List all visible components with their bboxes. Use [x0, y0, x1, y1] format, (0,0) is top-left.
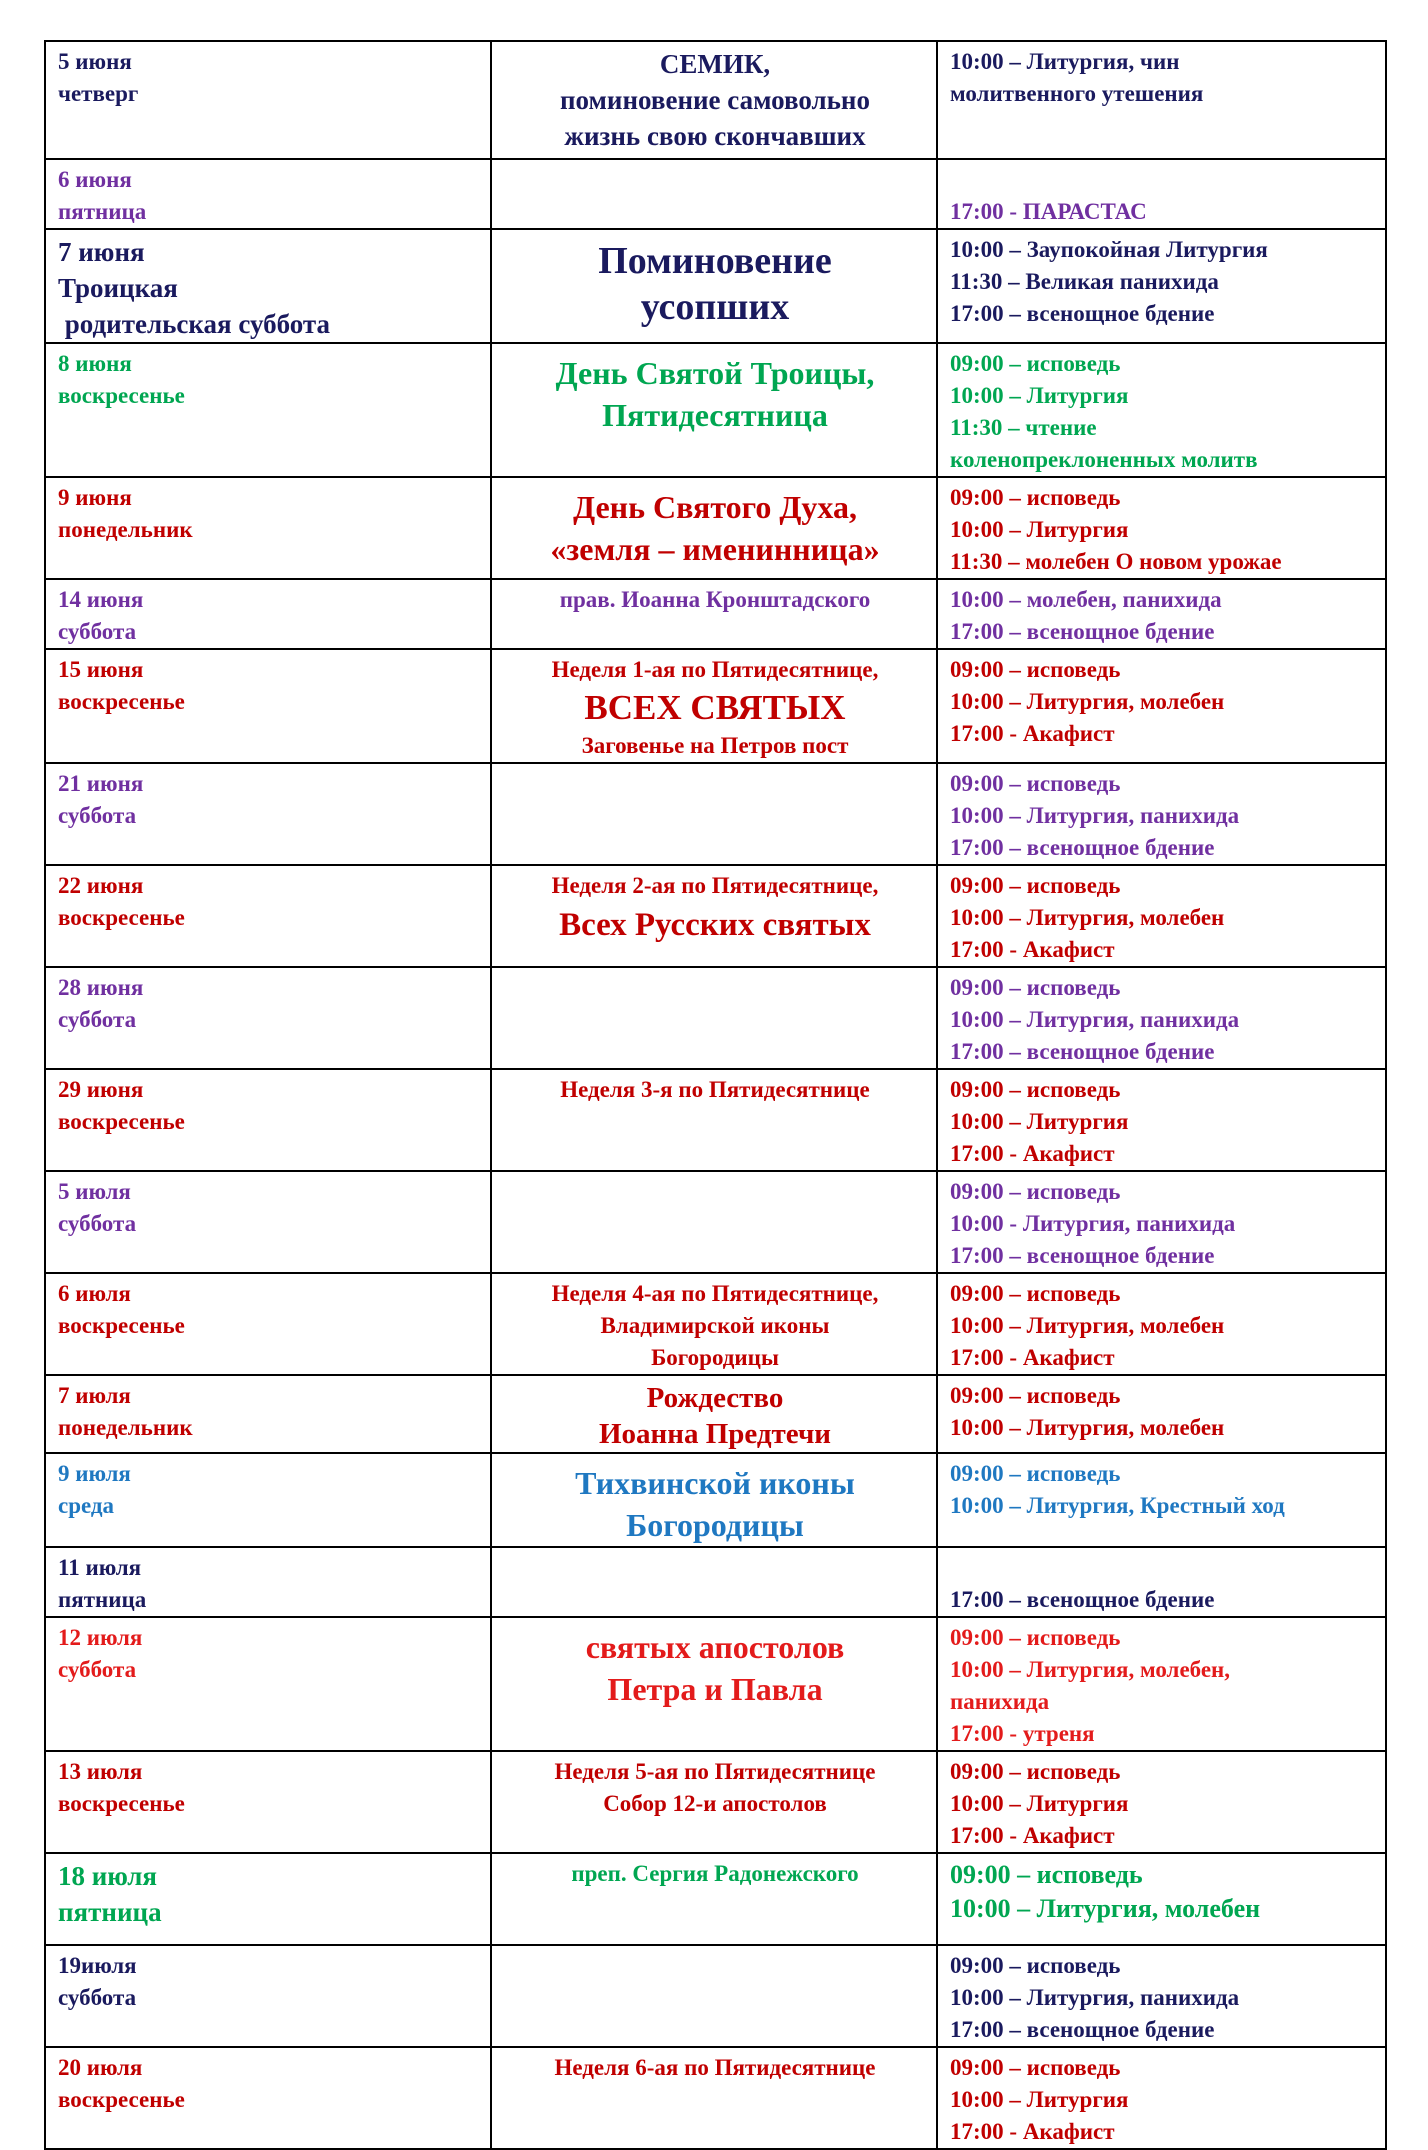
- services-cell: [937, 1617, 1386, 1751]
- service-time-entry: 09:00 – исповедь: [950, 1759, 1121, 1784]
- service-time-entry: 09:00 – исповедь: [950, 2055, 1121, 2080]
- feast-title-line: Неделя 3-я по Пятидесятнице: [560, 1077, 870, 1102]
- feast-title-line: святых апостолов: [585, 1629, 845, 1665]
- service-time-entry: 10:00 – Литургия: [950, 1109, 1129, 1134]
- feast-cell: [491, 865, 937, 967]
- feast-title-line: Поминовение: [598, 240, 832, 282]
- services-cell: [937, 1547, 1386, 1617]
- date-cell: [45, 763, 491, 865]
- feast-title-line: СЕМИК,: [659, 49, 771, 79]
- date-label: 15 июня: [58, 657, 144, 682]
- service-time-entry: 10:00 – Литургия, чин: [950, 49, 1180, 74]
- feast-cell: [491, 1945, 937, 2047]
- weekday-label: воскресенье: [58, 383, 185, 408]
- schedule-row: [45, 1945, 1386, 2047]
- service-time-entry: 17:00 - Акафист: [950, 937, 1115, 962]
- service-time-entry: молитвенного утешения: [950, 81, 1204, 106]
- date-label: 7 июня: [58, 237, 145, 267]
- feast-cell: [491, 229, 937, 343]
- feast-cell: [491, 159, 937, 229]
- schedule-row: [45, 1547, 1386, 1617]
- schedule-row: [45, 1069, 1386, 1171]
- weekday-label: пятница: [58, 1897, 162, 1927]
- feast-title-line: усопших: [640, 286, 790, 328]
- feast-cell: [491, 343, 937, 477]
- feast-cell: [491, 763, 937, 865]
- feast-cell: [491, 967, 937, 1069]
- date-cell: [45, 1751, 491, 1853]
- schedule-row: [45, 967, 1386, 1069]
- feast-title-line: Богородицы: [626, 1507, 804, 1543]
- date-label: 21 июня: [58, 771, 144, 796]
- service-time-entry: 17:00 - Акафист: [950, 1823, 1115, 1848]
- weekday-label: воскресенье: [58, 905, 185, 930]
- feast-cell: [491, 1375, 937, 1453]
- service-time-entry: 17:00 – всенощное бдение: [950, 619, 1215, 644]
- schedule-row: [45, 41, 1386, 159]
- feast-title-line: преп. Сергия Радонежского: [571, 1861, 859, 1886]
- date-label: 12 июля: [58, 1625, 143, 1650]
- service-time-entry: 10:00 – Литургия, молебен: [950, 1313, 1225, 1338]
- schedule-row: [45, 159, 1386, 229]
- services-cell: [937, 865, 1386, 967]
- feast-title-line: Иоанна Предтечи: [598, 1418, 832, 1450]
- date-label: 9 июля: [58, 1461, 131, 1486]
- date-cell: [45, 229, 491, 343]
- schedule-row: [45, 579, 1386, 649]
- date-cell: [45, 2047, 491, 2149]
- schedule-row: [45, 649, 1386, 763]
- weekday-label: пятница: [58, 199, 147, 224]
- date-label: 29 июня: [58, 1077, 144, 1102]
- service-time-entry: 09:00 – исповедь: [950, 1281, 1121, 1306]
- date-label: 9 июня: [58, 485, 132, 510]
- weekday-label: воскресенье: [58, 1791, 185, 1816]
- services-cell: [937, 41, 1386, 159]
- services-cell: [937, 1751, 1386, 1853]
- feast-title-line: Всех Русских святых: [559, 907, 871, 943]
- weekday-label: понедельник: [58, 1415, 193, 1440]
- service-time-entry: 10:00 – Литургия, молебен: [950, 1415, 1225, 1440]
- feast-cell: [491, 649, 937, 763]
- service-time-entry: 11:30 – Великая панихида: [950, 269, 1219, 294]
- service-time-entry: 17:00 - Акафист: [950, 721, 1115, 746]
- feast-title-line: поминовение самовольно: [560, 85, 870, 115]
- services-cell: [937, 1069, 1386, 1171]
- service-time-entry: 17:00 - утреня: [950, 1721, 1095, 1746]
- service-time-entry: 17:00 - Акафист: [950, 1141, 1115, 1166]
- services-cell: [937, 1945, 1386, 2047]
- feast-title-line: Собор 12-и апостолов: [603, 1791, 827, 1816]
- date-cell: [45, 159, 491, 229]
- services-cell: [937, 763, 1386, 865]
- weekday-label: суббота: [58, 1657, 137, 1682]
- service-time-entry: 09:00 – исповедь: [950, 873, 1121, 898]
- date-cell: [45, 1547, 491, 1617]
- date-cell: [45, 343, 491, 477]
- date-label: 6 июня: [58, 167, 132, 192]
- service-time-entry: 09:00 – исповедь: [950, 771, 1121, 796]
- schedule-row: [45, 477, 1386, 579]
- schedule-body: [45, 41, 1386, 2149]
- service-time-entry: 10:00 – Литургия: [950, 1791, 1129, 1816]
- schedule-row: [45, 2047, 1386, 2149]
- service-time-entry: 17:00 – всенощное бдение: [950, 1039, 1215, 1064]
- services-cell: [937, 1375, 1386, 1453]
- service-time-entry: 17:00 – всенощное бдение: [950, 301, 1215, 326]
- service-time-entry: 10:00 – Литургия, панихида: [950, 803, 1240, 828]
- feast-title-line: День Святой Троицы,: [555, 355, 875, 391]
- service-time-entry: 17:00 - Акафист: [950, 2119, 1115, 2144]
- schedule-row: [45, 1375, 1386, 1453]
- services-cell: [937, 1273, 1386, 1375]
- date-cell: [45, 1273, 491, 1375]
- services-cell: [937, 229, 1386, 343]
- weekday-label: суббота: [58, 1985, 137, 2010]
- feast-title-line: Рождество: [646, 1382, 784, 1414]
- services-cell: [937, 967, 1386, 1069]
- service-time-entry: 09:00 – исповедь: [950, 1953, 1121, 1978]
- weekday-label-extra: родительская суббота: [58, 309, 331, 339]
- service-time-entry: коленопреклоненных молитв: [950, 447, 1258, 472]
- service-time-entry: 17:00 – всенощное бдение: [950, 1243, 1215, 1268]
- date-label: 7 июля: [58, 1383, 131, 1408]
- schedule-row: [45, 1171, 1386, 1273]
- date-label: 19июля: [58, 1953, 137, 1978]
- weekday-label: суббота: [58, 1007, 137, 1032]
- date-cell: [45, 865, 491, 967]
- service-time-entry: 10:00 - Литургия, панихида: [950, 1211, 1236, 1236]
- date-label: 5 июня: [58, 49, 132, 74]
- date-cell: [45, 477, 491, 579]
- schedule-table: [44, 40, 1387, 2150]
- date-cell: [45, 1453, 491, 1547]
- services-cell: [937, 2047, 1386, 2149]
- date-label: 6 июля: [58, 1281, 131, 1306]
- date-cell: [45, 1375, 491, 1453]
- feast-title-line: Неделя 6-ая по Пятидесятнице: [554, 2055, 876, 2080]
- date-label: 18 июля: [58, 1861, 158, 1891]
- service-time-entry: 10:00 – Литургия: [950, 517, 1129, 542]
- feast-title-line: ВСЕХ СВЯТЫХ: [584, 688, 846, 727]
- schedule-row: [45, 865, 1386, 967]
- service-time-entry: 09:00 – исповедь: [950, 1383, 1121, 1408]
- schedule-row: [45, 1617, 1386, 1751]
- weekday-label: пятница: [58, 1587, 147, 1612]
- date-label: 11 июля: [58, 1555, 142, 1580]
- services-cell: [937, 1171, 1386, 1273]
- feast-title-line: жизнь свою скончавших: [564, 121, 866, 151]
- feast-title-line: Неделя 2-ая по Пятидесятнице,: [551, 873, 879, 898]
- date-label: 22 июня: [58, 873, 144, 898]
- spacer: [950, 1552, 1375, 1584]
- weekday-label: четверг: [58, 81, 139, 106]
- service-time-entry: 10:00 – Литургия, Крестный ход: [950, 1493, 1285, 1518]
- service-time-entry: 17:00 - Акафист: [950, 1345, 1115, 1370]
- schedule-row: [45, 229, 1386, 343]
- feast-cell: [491, 41, 937, 159]
- service-time-entry: 10:00 – Литургия, молебен: [950, 689, 1225, 714]
- schedule-row: [45, 343, 1386, 477]
- schedule-row: [45, 1751, 1386, 1853]
- service-time-entry: 10:00 – Литургия, панихида: [950, 1007, 1240, 1032]
- feast-cell: [491, 1069, 937, 1171]
- feast-title-line: Пятидесятница: [602, 397, 828, 433]
- weekday-label: суббота: [58, 1211, 137, 1236]
- weekday-label: воскресенье: [58, 1109, 185, 1134]
- service-time-entry: 09:00 – исповедь: [950, 485, 1121, 510]
- service-time-entry: 10:00 – Литургия, молебен,: [950, 1657, 1231, 1682]
- services-cell: [937, 477, 1386, 579]
- date-label: 28 июня: [58, 975, 144, 1000]
- service-time-entry: 09:00 – исповедь: [950, 1077, 1121, 1102]
- weekday-label: понедельник: [58, 517, 193, 542]
- service-time-entry: 17:00 – всенощное бдение: [950, 835, 1215, 860]
- date-cell: [45, 1069, 491, 1171]
- feast-title-line: Богородицы: [651, 1345, 779, 1370]
- service-time-entry: 10:00 – Заупокойная Литургия: [950, 237, 1268, 262]
- service-time-entry: 09:00 – исповедь: [950, 975, 1121, 1000]
- service-time-entry: 09:00 – исповедь: [950, 1860, 1143, 1889]
- feast-cell: [491, 1853, 937, 1945]
- date-cell: [45, 1617, 491, 1751]
- feast-title-line: День Святого Духа,: [573, 489, 857, 525]
- weekday-label: воскресенье: [58, 2087, 185, 2112]
- date-cell: [45, 1853, 491, 1945]
- service-time-entry: 17:00 – всенощное бдение: [950, 1587, 1215, 1612]
- service-time-entry: 10:00 – Литургия: [950, 2087, 1129, 2112]
- services-cell: [937, 649, 1386, 763]
- feast-title-line: Заговенье на Петров пост: [581, 733, 849, 758]
- feast-title-line: Неделя 1-ая по Пятидесятнице,: [551, 657, 879, 682]
- schedule-row: [45, 1853, 1386, 1945]
- service-time-entry: 10:00 – Литургия, панихида: [950, 1985, 1240, 2010]
- schedule-row: [45, 1273, 1386, 1375]
- feast-cell: [491, 1751, 937, 1853]
- spacer: [950, 164, 1375, 196]
- weekday-label: воскресенье: [58, 689, 185, 714]
- schedule-row: [45, 1453, 1386, 1547]
- service-time-entry: 09:00 – исповедь: [950, 1461, 1121, 1486]
- date-cell: [45, 1171, 491, 1273]
- weekday-label: суббота: [58, 619, 137, 644]
- weekday-label: суббота: [58, 803, 137, 828]
- feast-cell: [491, 477, 937, 579]
- service-time-entry: 17:00 - ПАРАСТАС: [950, 199, 1147, 224]
- date-label: 8 июня: [58, 351, 132, 376]
- feast-title-line: Петра и Павла: [607, 1671, 823, 1707]
- service-time-entry: панихида: [950, 1689, 1050, 1714]
- date-cell: [45, 649, 491, 763]
- services-cell: [937, 159, 1386, 229]
- feast-cell: [491, 1273, 937, 1375]
- date-label: 5 июля: [58, 1179, 131, 1204]
- service-time-entry: 11:30 – молебен О новом урожае: [950, 549, 1282, 574]
- feast-title-line: «земля – именинница»: [550, 531, 880, 567]
- feast-title-line: Тихвинской иконы: [575, 1465, 855, 1501]
- service-time-entry: 10:00 – Литургия, молебен: [950, 905, 1225, 930]
- service-time-entry: 09:00 – исповедь: [950, 1179, 1121, 1204]
- service-time-entry: 09:00 – исповедь: [950, 351, 1121, 376]
- date-label: 13 июля: [58, 1759, 143, 1784]
- service-time-entry: 10:00 – молебен, панихида: [950, 587, 1222, 612]
- services-cell: [937, 1853, 1386, 1945]
- service-time-entry: 17:00 – всенощное бдение: [950, 2017, 1215, 2042]
- feast-cell: [491, 1171, 937, 1273]
- feast-cell: [491, 1617, 937, 1751]
- weekday-label: среда: [58, 1493, 115, 1518]
- date-label: 20 июля: [58, 2055, 143, 2080]
- feast-cell: [491, 1547, 937, 1617]
- service-time-entry: 09:00 – исповедь: [950, 1625, 1121, 1650]
- date-cell: [45, 1945, 491, 2047]
- feast-title-line: Неделя 4-ая по Пятидесятнице,: [551, 1281, 879, 1306]
- services-cell: [937, 579, 1386, 649]
- service-time-entry: 10:00 – Литургия: [950, 383, 1129, 408]
- date-cell: [45, 967, 491, 1069]
- services-cell: [937, 1453, 1386, 1547]
- service-time-entry: 09:00 – исповедь: [950, 657, 1121, 682]
- service-time-entry: 10:00 – Литургия, молебен: [950, 1894, 1261, 1923]
- weekday-label: воскресенье: [58, 1313, 185, 1338]
- feast-title-line: Владимирской иконы: [600, 1313, 830, 1338]
- feast-cell: [491, 2047, 937, 2149]
- schedule-row: [45, 763, 1386, 865]
- date-label: 14 июня: [58, 587, 144, 612]
- service-time-entry: 11:30 – чтение: [950, 415, 1097, 440]
- date-cell: [45, 41, 491, 159]
- feast-title-line: Неделя 5-ая по Пятидесятнице: [554, 1759, 876, 1784]
- date-cell: [45, 579, 491, 649]
- feast-cell: [491, 1453, 937, 1547]
- weekday-label: Троицкая: [58, 273, 178, 303]
- feast-cell: [491, 579, 937, 649]
- services-cell: [937, 343, 1386, 477]
- feast-title-line: прав. Иоанна Кронштадского: [559, 587, 871, 612]
